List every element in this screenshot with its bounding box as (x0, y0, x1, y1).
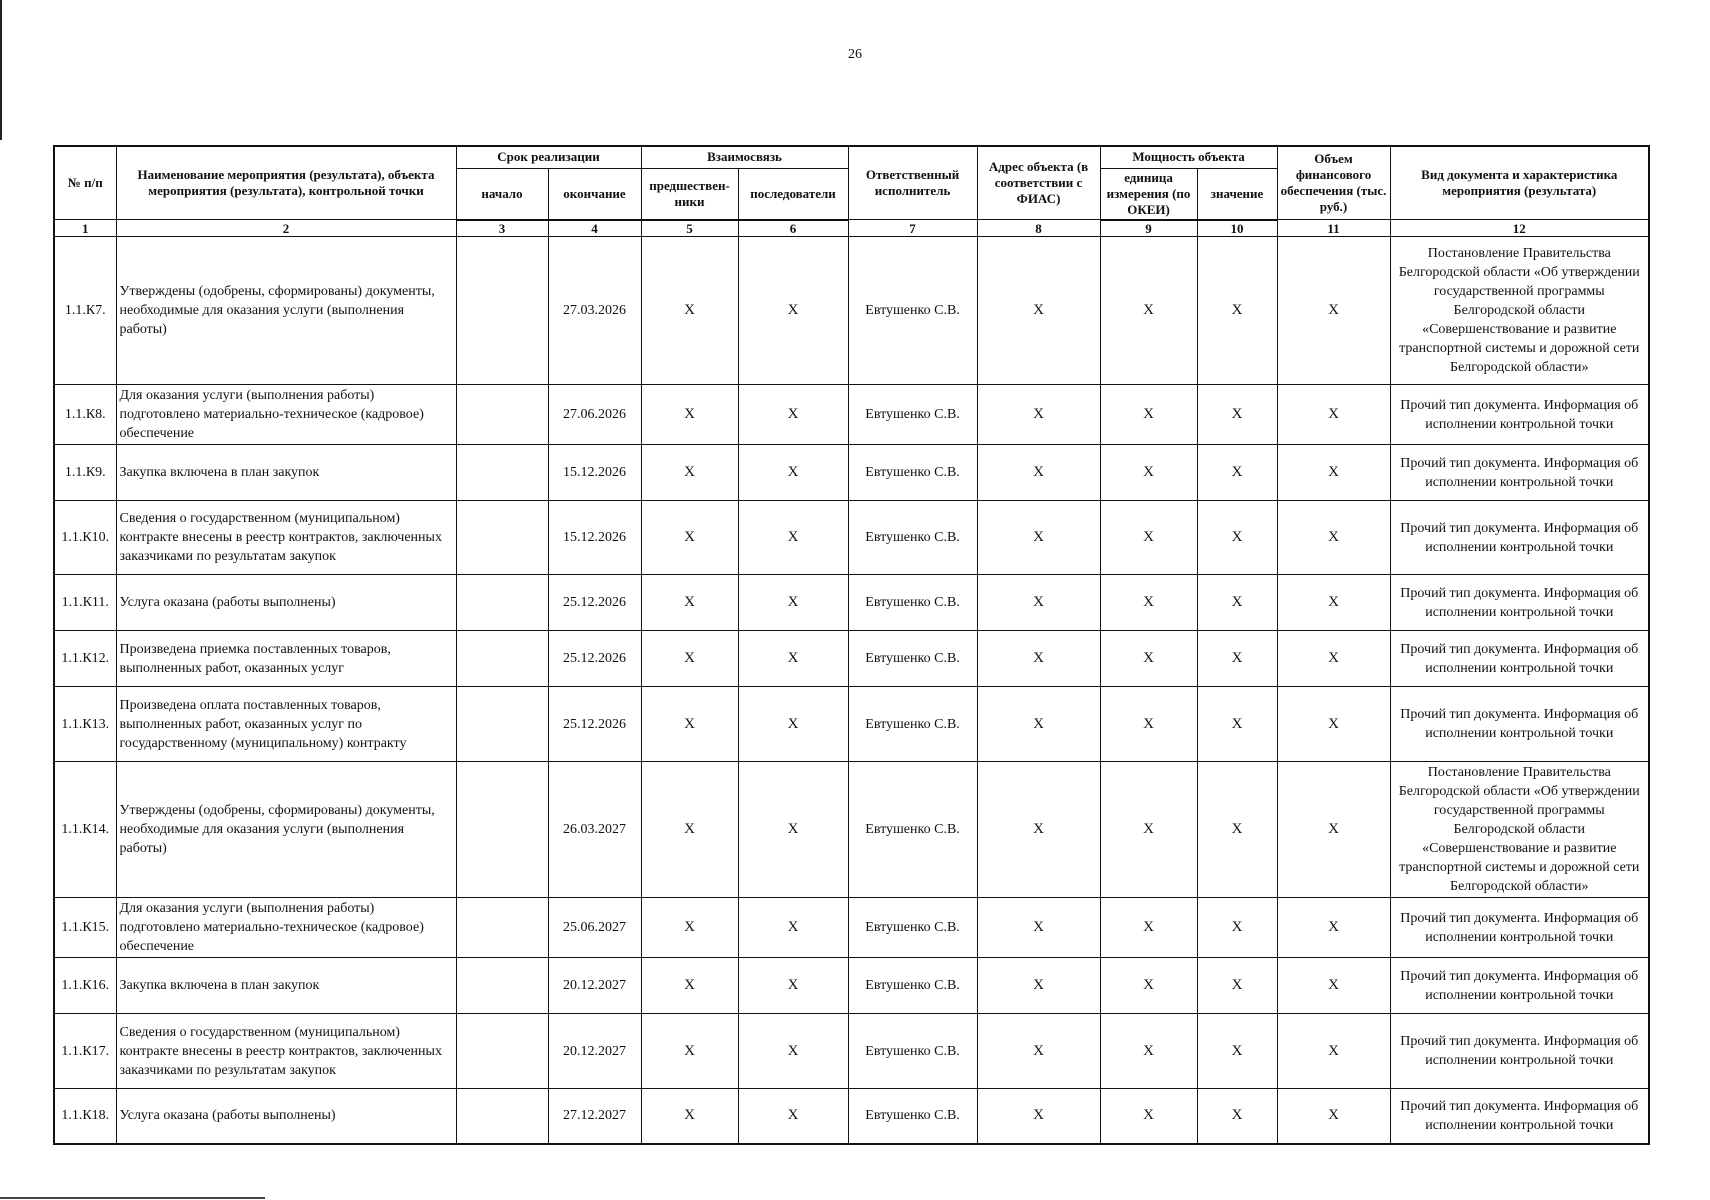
row-unit: X (1100, 1089, 1197, 1144)
row-id: 1.1.К7. (54, 237, 116, 385)
row-financing: X (1277, 687, 1390, 762)
row-name: Услуга оказана (работы выполнены) (116, 575, 456, 631)
control-points-table (53, 145, 1650, 1145)
row-document: Прочий тип документа. Информация об исполнении контрольной точки (1390, 445, 1649, 501)
column-number: 3 (456, 220, 548, 237)
row-start (456, 687, 548, 762)
row-id: 1.1.К8. (54, 385, 116, 445)
row-value: X (1197, 898, 1277, 958)
row-start (456, 898, 548, 958)
row-predecessors: X (641, 762, 738, 898)
row-document: Прочий тип документа. Информация об исполнении контрольной точки (1390, 1089, 1649, 1144)
column-number: 11 (1277, 220, 1390, 237)
column-number: 4 (548, 220, 641, 237)
row-id: 1.1.К14. (54, 762, 116, 898)
row-responsible: Евтушенко С.В. (848, 575, 977, 631)
row-financing: X (1277, 575, 1390, 631)
row-name: Произведена приемка поставленных товаров, выполненных работ, оказанных услуг (116, 631, 456, 687)
row-address: X (977, 958, 1100, 1014)
row-predecessors: X (641, 385, 738, 445)
row-successors: X (738, 898, 848, 958)
table-header (54, 146, 1649, 237)
row-address: X (977, 1014, 1100, 1089)
row-start (456, 575, 548, 631)
row-successors: X (738, 687, 848, 762)
row-address: X (977, 445, 1100, 501)
row-document: Постановление Правительства Белгородской области «Об утверждении государственной программы Белгородской области «Совершенствование и развитие транспортной системы и дорожной сети Белгородской области» (1390, 237, 1649, 385)
column-number: 2 (116, 220, 456, 237)
header-start: начало (456, 168, 548, 220)
row-financing: X (1277, 1014, 1390, 1089)
row-responsible: Евтушенко С.В. (848, 898, 977, 958)
row-id: 1.1.К9. (54, 445, 116, 501)
row-responsible: Евтушенко С.В. (848, 762, 977, 898)
row-id: 1.1.К12. (54, 631, 116, 687)
row-responsible: Евтушенко С.В. (848, 237, 977, 385)
row-responsible: Евтушенко С.В. (848, 687, 977, 762)
row-document: Прочий тип документа. Информация об исполнении контрольной точки (1390, 575, 1649, 631)
row-id: 1.1.К17. (54, 1014, 116, 1089)
header-name: Наименование мероприятия (результата), объекта мероприятия (результата), контрольной точки (116, 146, 456, 220)
row-end: 27.12.2027 (548, 1089, 641, 1144)
row-successors: X (738, 958, 848, 1014)
row-financing: X (1277, 631, 1390, 687)
row-id: 1.1.К11. (54, 575, 116, 631)
row-start (456, 385, 548, 445)
row-successors: X (738, 501, 848, 575)
table-row (54, 575, 1649, 631)
row-id: 1.1.К13. (54, 687, 116, 762)
row-end: 27.06.2026 (548, 385, 641, 445)
row-predecessors: X (641, 575, 738, 631)
row-unit: X (1100, 687, 1197, 762)
header-financing: Объем финансового обеспечения (тыс. руб.) (1277, 146, 1390, 220)
row-financing: X (1277, 385, 1390, 445)
row-id: 1.1.К15. (54, 898, 116, 958)
row-unit: X (1100, 501, 1197, 575)
row-value: X (1197, 1014, 1277, 1089)
row-name: Произведена оплата поставленных товаров, выполненных работ, оказанных услуг по государственному (муниципальному) контракту (116, 687, 456, 762)
row-value: X (1197, 958, 1277, 1014)
row-address: X (977, 237, 1100, 385)
row-id: 1.1.К18. (54, 1089, 116, 1144)
header-number: № п/п (54, 146, 116, 220)
row-predecessors: X (641, 631, 738, 687)
row-successors: X (738, 762, 848, 898)
scan-bottom-mark (0, 1197, 265, 1199)
row-value: X (1197, 687, 1277, 762)
row-unit: X (1100, 445, 1197, 501)
row-financing: X (1277, 237, 1390, 385)
row-value: X (1197, 237, 1277, 385)
row-start (456, 445, 548, 501)
row-document: Прочий тип документа. Информация об исполнении контрольной точки (1390, 385, 1649, 445)
row-address: X (977, 385, 1100, 445)
row-successors: X (738, 385, 848, 445)
row-predecessors: X (641, 898, 738, 958)
row-id: 1.1.К16. (54, 958, 116, 1014)
column-number: 7 (848, 220, 977, 237)
row-document: Прочий тип документа. Информация об исполнении контрольной точки (1390, 1014, 1649, 1089)
row-end: 20.12.2027 (548, 958, 641, 1014)
table-row (54, 445, 1649, 501)
row-predecessors: X (641, 501, 738, 575)
row-unit: X (1100, 385, 1197, 445)
row-end: 15.12.2026 (548, 501, 641, 575)
row-document: Прочий тип документа. Информация об исполнении контрольной точки (1390, 631, 1649, 687)
row-responsible: Евтушенко С.В. (848, 1089, 977, 1144)
row-end: 25.12.2026 (548, 631, 641, 687)
row-end: 27.03.2026 (548, 237, 641, 385)
row-end: 25.06.2027 (548, 898, 641, 958)
row-value: X (1197, 445, 1277, 501)
row-address: X (977, 575, 1100, 631)
table-row (54, 501, 1649, 575)
row-address: X (977, 762, 1100, 898)
row-name: Для оказания услуги (выполнения работы) подготовлено материально-техническое (кадровое) обеспечение (116, 385, 456, 445)
row-name: Для оказания услуги (выполнения работы) подготовлено материально-техническое (кадровое) обеспечение (116, 898, 456, 958)
row-unit: X (1100, 575, 1197, 631)
row-successors: X (738, 445, 848, 501)
row-financing: X (1277, 958, 1390, 1014)
row-address: X (977, 631, 1100, 687)
table-row (54, 631, 1649, 687)
table-row (54, 385, 1649, 445)
header-document: Вид документа и характеристика мероприятия (результата) (1390, 146, 1649, 220)
row-responsible: Евтушенко С.В. (848, 445, 977, 501)
table-body (54, 237, 1649, 1144)
table-row (54, 237, 1649, 385)
row-value: X (1197, 1089, 1277, 1144)
header-link: Взаимосвязь (641, 146, 848, 168)
row-unit: X (1100, 237, 1197, 385)
row-address: X (977, 501, 1100, 575)
row-start (456, 1089, 548, 1144)
table-row (54, 687, 1649, 762)
row-document: Прочий тип документа. Информация об исполнении контрольной точки (1390, 501, 1649, 575)
row-end: 15.12.2026 (548, 445, 641, 501)
row-end: 25.12.2026 (548, 575, 641, 631)
row-id: 1.1.К10. (54, 501, 116, 575)
row-document: Постановление Правительства Белгородской области «Об утверждении государственной программы Белгородской области «Совершенствование и развитие транспортной системы и дорожной сети Белгородской области» (1390, 762, 1649, 898)
row-responsible: Евтушенко С.В. (848, 385, 977, 445)
row-value: X (1197, 385, 1277, 445)
row-successors: X (738, 1089, 848, 1144)
row-predecessors: X (641, 445, 738, 501)
row-predecessors: X (641, 1014, 738, 1089)
row-end: 25.12.2026 (548, 687, 641, 762)
row-successors: X (738, 1014, 848, 1089)
row-financing: X (1277, 898, 1390, 958)
row-responsible: Евтушенко С.В. (848, 631, 977, 687)
row-start (456, 501, 548, 575)
page-number: 26 (848, 47, 862, 62)
header-address: Адрес объекта (в соответствии с ФИАС) (977, 146, 1100, 220)
row-name: Утверждены (одобрены, сформированы) документы, необходимые для оказания услуги (выполнения работы) (116, 762, 456, 898)
row-value: X (1197, 575, 1277, 631)
row-address: X (977, 898, 1100, 958)
row-name: Сведения о государственном (муниципальном) контракте внесены в реестр контрактов, заключенных заказчиками по результатам закупок (116, 501, 456, 575)
header-unit: единица измерения (по ОКЕИ) (1100, 168, 1197, 220)
column-number: 8 (977, 220, 1100, 237)
header-value: значение (1197, 168, 1277, 220)
scan-edge-mark (0, 0, 2, 140)
row-unit: X (1100, 958, 1197, 1014)
row-name: Услуга оказана (работы выполнены) (116, 1089, 456, 1144)
row-financing: X (1277, 1089, 1390, 1144)
row-name: Закупка включена в план закупок (116, 958, 456, 1014)
row-start (456, 958, 548, 1014)
row-document: Прочий тип документа. Информация об исполнении контрольной точки (1390, 958, 1649, 1014)
header-term: Срок реализации (456, 146, 641, 168)
row-address: X (977, 687, 1100, 762)
row-successors: X (738, 237, 848, 385)
table-row (54, 898, 1649, 958)
table-row (54, 958, 1649, 1014)
column-number: 10 (1197, 220, 1277, 237)
row-predecessors: X (641, 237, 738, 385)
row-end: 26.03.2027 (548, 762, 641, 898)
table-row (54, 1014, 1649, 1089)
header-end: окончание (548, 168, 641, 220)
column-number: 9 (1100, 220, 1197, 237)
column-number: 5 (641, 220, 738, 237)
row-successors: X (738, 575, 848, 631)
row-address: X (977, 1089, 1100, 1144)
row-unit: X (1100, 898, 1197, 958)
row-document: Прочий тип документа. Информация об исполнении контрольной точки (1390, 687, 1649, 762)
row-name: Утверждены (одобрены, сформированы) документы, необходимые для оказания услуги (выполнения работы) (116, 237, 456, 385)
header-successors: последователи (738, 168, 848, 220)
row-financing: X (1277, 762, 1390, 898)
row-document: Прочий тип документа. Информация об исполнении контрольной точки (1390, 898, 1649, 958)
row-unit: X (1100, 631, 1197, 687)
row-start (456, 762, 548, 898)
row-responsible: Евтушенко С.В. (848, 501, 977, 575)
row-predecessors: X (641, 1089, 738, 1144)
column-number: 6 (738, 220, 848, 237)
row-predecessors: X (641, 958, 738, 1014)
header-power: Мощность объекта (1100, 146, 1277, 168)
row-responsible: Евтушенко С.В. (848, 958, 977, 1014)
row-start (456, 237, 548, 385)
row-responsible: Евтушенко С.В. (848, 1014, 977, 1089)
row-predecessors: X (641, 687, 738, 762)
row-name: Сведения о государственном (муниципальном) контракте внесены в реестр контрактов, заключенных заказчиками по результатам закупок (116, 1014, 456, 1089)
row-financing: X (1277, 501, 1390, 575)
row-unit: X (1100, 1014, 1197, 1089)
row-end: 20.12.2027 (548, 1014, 641, 1089)
row-name: Закупка включена в план закупок (116, 445, 456, 501)
row-start (456, 1014, 548, 1089)
row-value: X (1197, 762, 1277, 898)
row-value: X (1197, 501, 1277, 575)
table-row (54, 762, 1649, 898)
column-number: 1 (54, 220, 116, 237)
column-number: 12 (1390, 220, 1649, 237)
header-responsible: Ответственный исполнитель (848, 146, 977, 220)
row-value: X (1197, 631, 1277, 687)
row-start (456, 631, 548, 687)
header-predecessors: предшествен-ники (641, 168, 738, 220)
table-row (54, 1089, 1649, 1144)
row-unit: X (1100, 762, 1197, 898)
row-successors: X (738, 631, 848, 687)
row-financing: X (1277, 445, 1390, 501)
